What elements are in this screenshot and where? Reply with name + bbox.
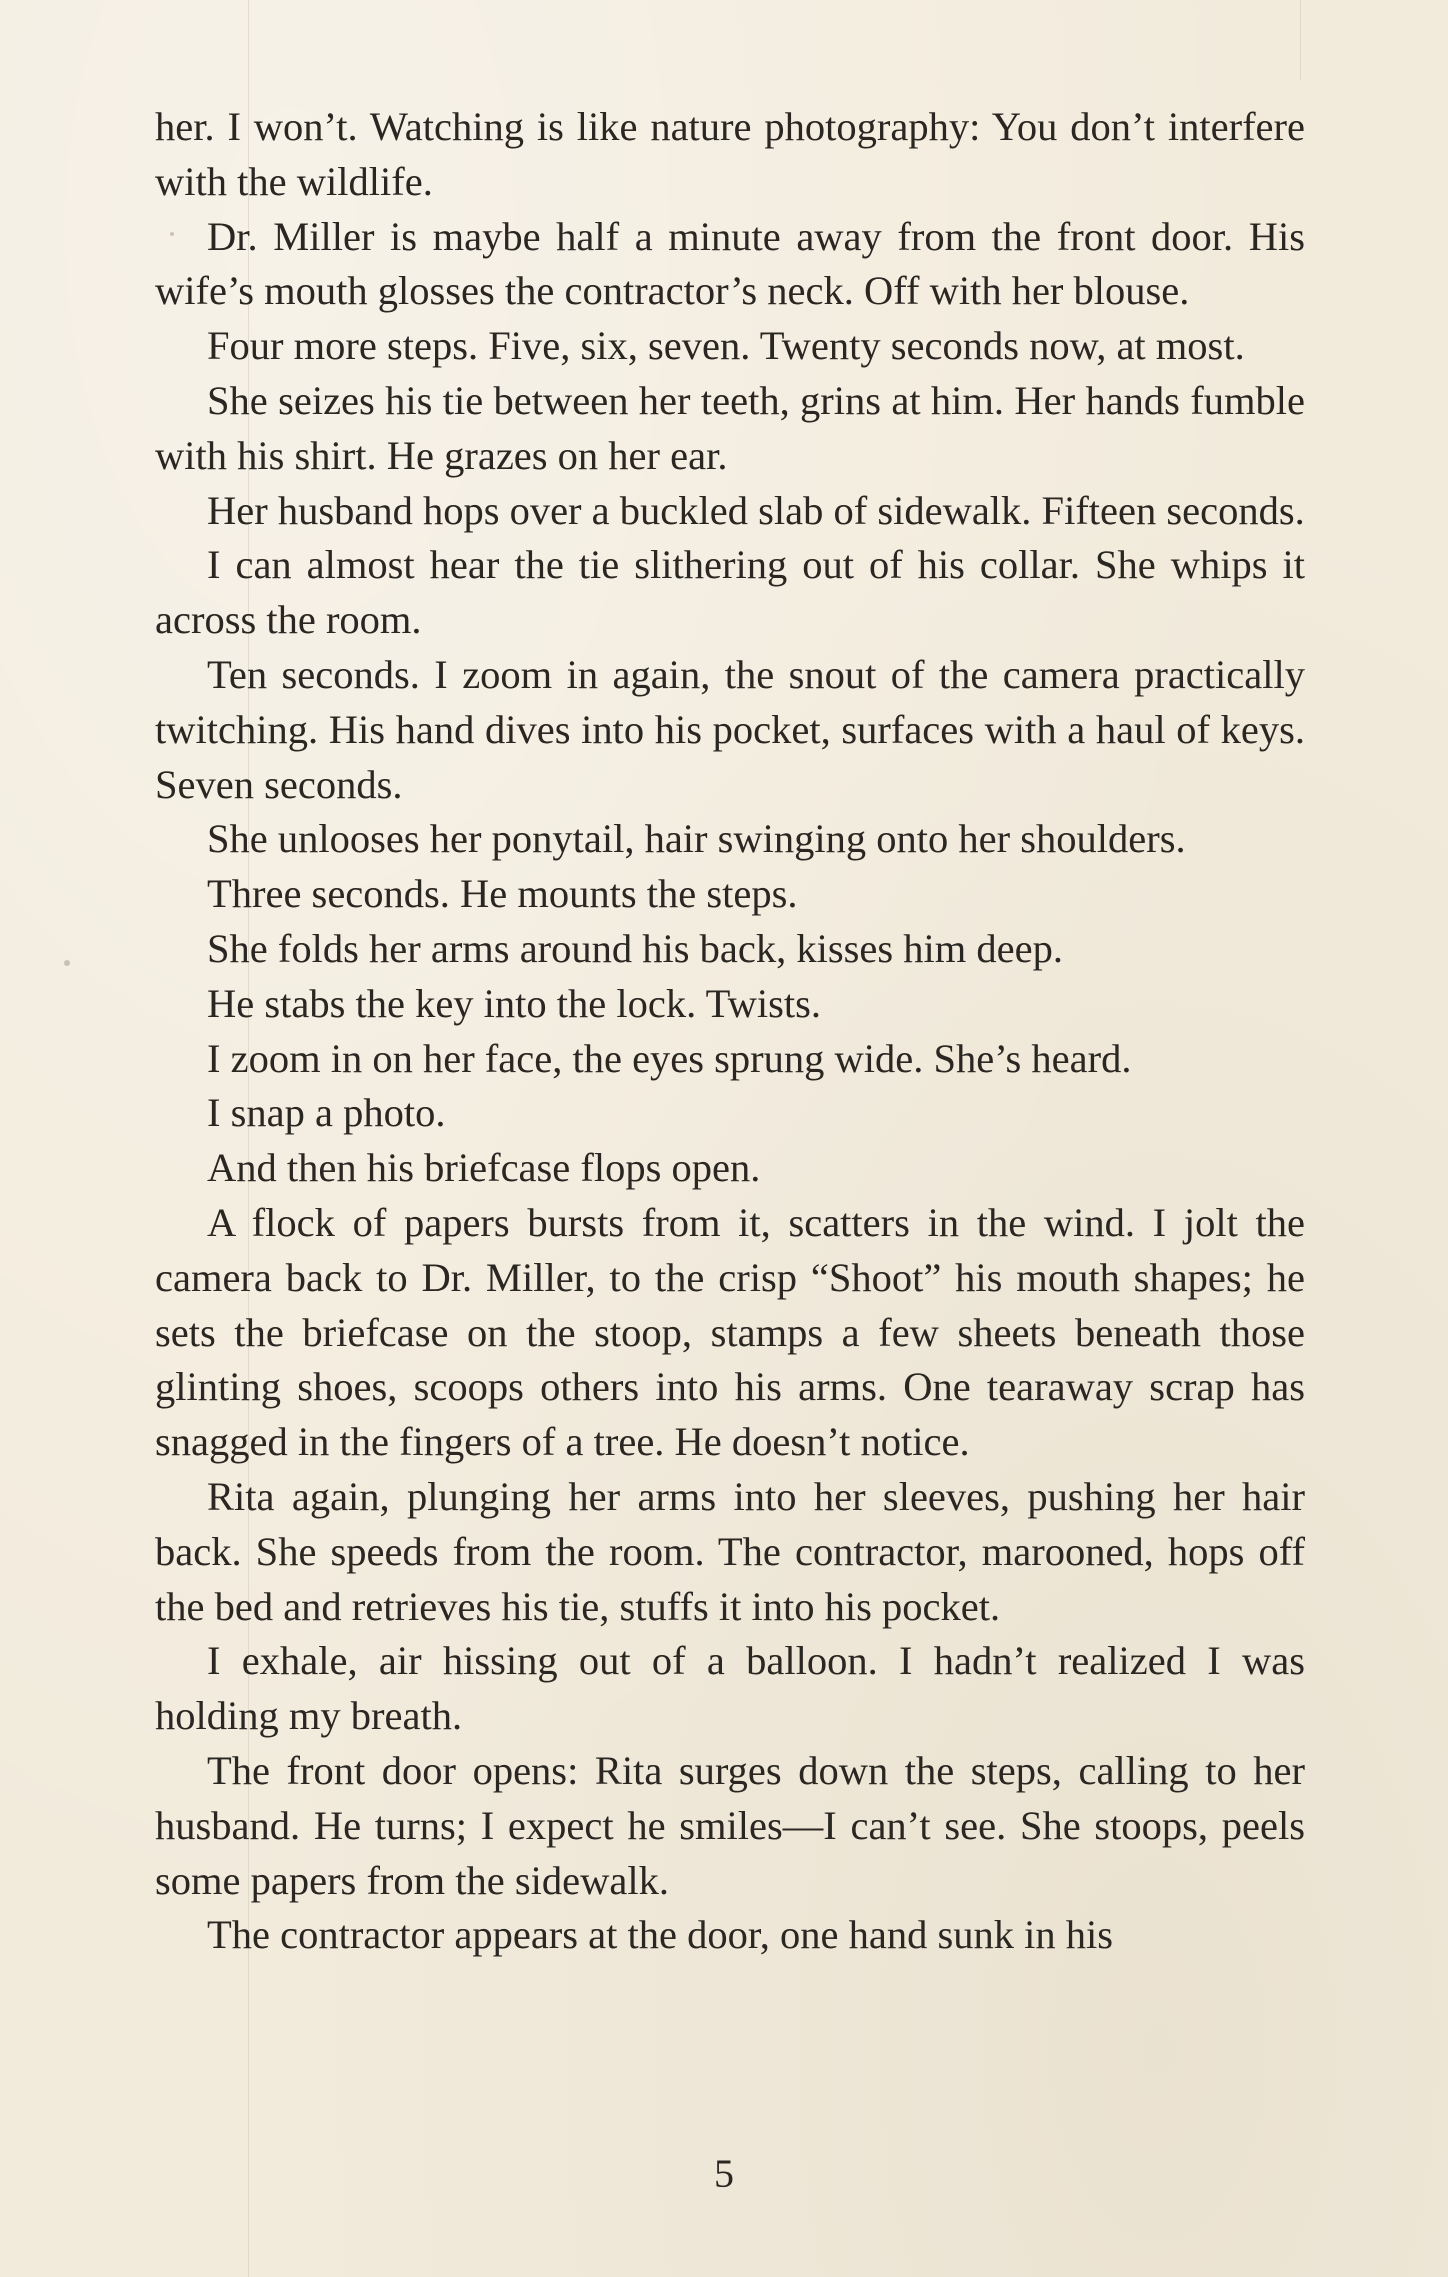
paragraph: I snap a photo. [207, 1090, 446, 1136]
paragraph: He stabs the key into the lock. Twists. [207, 980, 821, 1026]
paragraph: Three seconds. He mounts the steps. [207, 871, 798, 917]
paragraph: She seizes his tie between her teeth, grins at him. Her hands fumble with his shirt. He grazes on her ear. [155, 377, 1305, 478]
page-crease [1300, 0, 1301, 80]
page-number: 5 [714, 2151, 734, 2196]
paragraph: Dr. Miller is maybe half a minute away from the front door. His wife’s mouth glosses the contractor’s neck. Off with her blouse. [155, 213, 1305, 314]
body-text [155, 100, 1305, 1963]
paragraph: A flock of papers bursts from it, scatters in the wind. I jolt the camera back to Dr. Miller, to the crisp “Shoot” his mouth shapes; he sets the briefcase on the stoop, stamps a few sheets beneath those glinting shoes, scoops others into his arms. One tearaway scrap has snagged in the fingers of a tree. He doesn’t notice. [155, 1199, 1305, 1465]
paragraph: She unlooses her ponytail, hair swinging onto her shoulders. [207, 816, 1186, 862]
paragraph: And then his briefcase flops open. [207, 1145, 761, 1191]
paragraph: I exhale, air hissing out of a balloon. I hadn’t realized I was holding my breath. [155, 1638, 1305, 1739]
paragraph: I zoom in on her face, the eyes sprung wide. She’s heard. [207, 1035, 1132, 1081]
paragraph: The front door opens: Rita surges down the steps, calling to her husband. He turns; I expect he smiles—I can’t see. She stoops, peels some papers from the sidewalk. [155, 1747, 1305, 1903]
paper-speck [64, 960, 70, 966]
paragraph: The contractor appears at the door, one hand sunk in his [207, 1912, 1113, 1958]
paragraph: her. I won’t. Watching is like nature photography: You don’t interfere with the wildlife. [155, 104, 1305, 204]
paragraph: Ten seconds. I zoom in again, the snout of the camera practically twitching. His hand dives into his pocket, surfaces with a haul of keys. Seven seconds. [155, 651, 1305, 807]
paragraph: I can almost hear the tie slithering out of his collar. She whips it across the room. [155, 542, 1305, 643]
paragraph: Rita again, plunging her arms into her sleeves, pushing her hair back. She speeds from the room. The contractor, marooned, hops off the bed and retrieves his tie, stuffs it into his pocket. [155, 1473, 1305, 1629]
paragraph: Her husband hops over a buckled slab of sidewalk. Fifteen seconds. [207, 487, 1305, 533]
paragraph: Four more steps. Five, six, seven. Twenty seconds now, at most. [207, 323, 1245, 369]
paragraph: She folds her arms around his back, kisses him deep. [207, 925, 1063, 971]
